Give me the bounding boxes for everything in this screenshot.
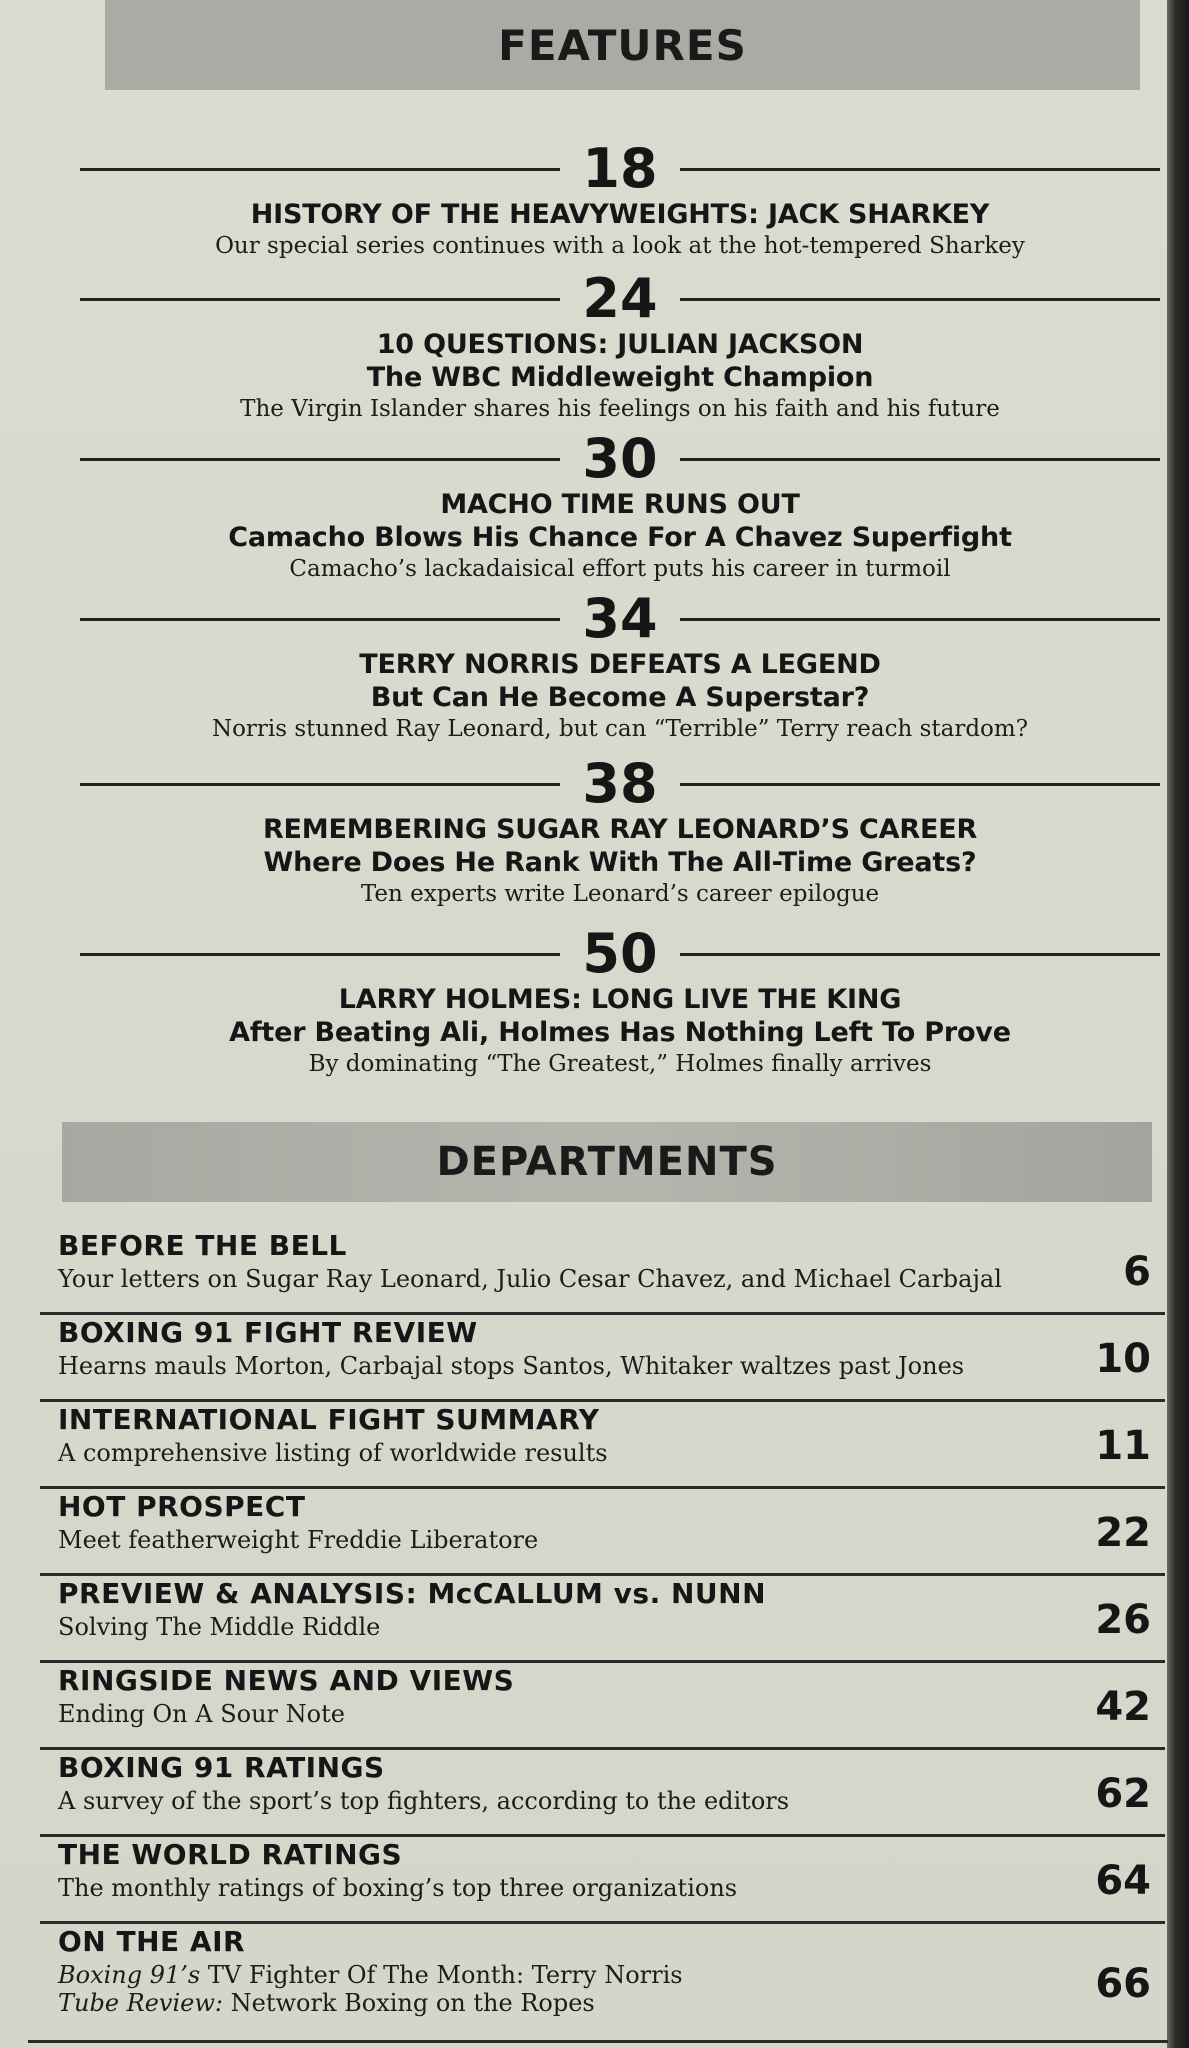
feature-subtitle: The WBC Middleweight Champion: [366, 362, 874, 393]
department-description: Meet featherweight Freddie Liberatore: [58, 1526, 539, 1554]
department-title: THE WORLD RATINGS: [58, 1838, 403, 1871]
feature-page-number: 38: [582, 752, 658, 815]
feature-description: Camacho’s lackadaisical effort puts his career in turmoil: [289, 556, 951, 582]
divider-line: [80, 168, 560, 171]
feature-page-number: 34: [582, 587, 658, 650]
department-description-line-2: [58, 1988, 595, 2018]
department-description: Hearns mauls Morton, Carbajal stops Santos, Whitaker waltzes past Jones: [58, 1352, 965, 1380]
bottom-divider-line: [28, 2040, 1168, 2043]
feature-description: Our special series continues with a look at the hot-tempered Sharkey: [215, 233, 1025, 259]
divider-line: [80, 953, 560, 956]
divider-line: [680, 298, 1160, 301]
department-item[interactable]: [40, 1315, 1165, 1402]
feature-subtitle: Camacho Blows His Chance For A Chavez Superfight: [228, 522, 1012, 553]
feature-item[interactable]: [80, 922, 1160, 1079]
feature-description: By dominating “The Greatest,” Holmes finally arrives: [308, 1051, 932, 1077]
feature-page-row: [80, 137, 1160, 200]
department-title: BEFORE THE BELL: [58, 1229, 347, 1262]
department-item[interactable]: [40, 1924, 1165, 2034]
feature-page-number: 24: [582, 267, 658, 330]
department-title: BOXING 91 RATINGS: [58, 1751, 385, 1784]
departments-heading: DEPARTMENTS: [62, 1122, 1152, 1202]
feature-page-number: 30: [582, 427, 658, 490]
divider-line: [680, 458, 1160, 461]
divider-line: [80, 298, 560, 301]
department-description: A survey of the sport’s top fighters, according to the editors: [58, 1787, 790, 1815]
department-description: Solving The Middle Riddle: [58, 1613, 381, 1641]
feature-title: MACHO TIME RUNS OUT: [440, 489, 800, 520]
feature-title: TERRY NORRIS DEFEATS A LEGEND: [359, 649, 881, 680]
divider-line: [680, 783, 1160, 786]
department-item[interactable]: [40, 1228, 1165, 1315]
feature-subtitle: Where Does He Rank With The All-Time Greats?: [263, 847, 977, 878]
feature-title: HISTORY OF THE HEAVYWEIGHTS: JACK SHARKEY: [250, 199, 990, 230]
department-page-number: 42: [1095, 1684, 1151, 1730]
department-title: RINGSIDE NEWS AND VIEWS: [58, 1664, 515, 1697]
department-description-line-1: [58, 1960, 683, 1990]
divider-line: [680, 953, 1160, 956]
divider-line: [680, 168, 1160, 171]
page-edge-shadow: [1167, 0, 1189, 2048]
feature-description: The Virgin Islander shares his feelings on his faith and his future: [240, 396, 1000, 422]
divider-line: [680, 618, 1160, 621]
department-page-number: 66: [1095, 1961, 1151, 2007]
feature-item[interactable]: [80, 427, 1160, 584]
feature-title: REMEMBERING SUGAR RAY LEONARD’S CAREER: [262, 814, 978, 845]
department-page-number: 6: [1123, 1249, 1151, 1295]
feature-page-row: [80, 922, 1160, 985]
feature-subtitle: But Can He Become A Superstar?: [370, 682, 870, 713]
feature-page-row: [80, 427, 1160, 490]
feature-page-number: 50: [582, 922, 658, 985]
department-title: PREVIEW & ANALYSIS: McCALLUM vs. NUNN: [58, 1577, 766, 1610]
feature-description: Norris stunned Ray Leonard, but can “Terrible” Terry reach stardom?: [211, 716, 1029, 742]
description-text: Network Boxing on the Ropes: [223, 1989, 595, 2017]
feature-description: Ten experts write Leonard’s career epilogue: [360, 881, 880, 907]
department-description: Your letters on Sugar Ray Leonard, Julio Cesar Chavez, and Michael Carbajal: [58, 1265, 1002, 1293]
department-item[interactable]: [40, 1837, 1165, 1924]
department-page-number: 22: [1095, 1510, 1151, 1556]
feature-item[interactable]: [80, 137, 1160, 261]
feature-item[interactable]: [80, 267, 1160, 424]
department-description: Ending On A Sour Note: [58, 1700, 345, 1728]
feature-page-row: [80, 752, 1160, 815]
department-item[interactable]: [40, 1750, 1165, 1837]
department-title: INTERNATIONAL FIGHT SUMMARY: [58, 1403, 600, 1436]
department-title: BOXING 91 FIGHT REVIEW: [58, 1316, 478, 1349]
feature-page-row: [80, 587, 1160, 650]
feature-page-row: [80, 267, 1160, 330]
feature-page-number: 18: [582, 137, 658, 200]
italic-publication-name: Boxing 91’s: [58, 1961, 201, 1989]
divider-line: [80, 458, 560, 461]
feature-item[interactable]: [80, 752, 1160, 909]
department-page-number: 62: [1095, 1771, 1151, 1817]
department-page-number: 10: [1095, 1336, 1151, 1382]
description-text: TV Fighter Of The Month: Terry Norris: [200, 1961, 683, 1989]
department-item[interactable]: [40, 1576, 1165, 1663]
feature-item[interactable]: [80, 587, 1160, 744]
department-page-number: 64: [1095, 1858, 1151, 1904]
department-description: The monthly ratings of boxing’s top three organizations: [58, 1874, 738, 1902]
features-heading: FEATURES: [105, 0, 1140, 90]
department-item[interactable]: [40, 1489, 1165, 1576]
department-item[interactable]: [40, 1402, 1165, 1489]
department-page-number: 11: [1095, 1423, 1151, 1469]
department-description: A comprehensive listing of worldwide results: [58, 1439, 608, 1467]
feature-title: 10 QUESTIONS: JULIAN JACKSON: [376, 329, 864, 360]
department-title: HOT PROSPECT: [58, 1490, 306, 1523]
divider-line: [80, 783, 560, 786]
divider-line: [80, 618, 560, 621]
italic-column-name: Tube Review:: [58, 1989, 223, 2017]
department-page-number: 26: [1095, 1597, 1151, 1643]
department-title: ON THE AIR: [58, 1925, 246, 1958]
department-item[interactable]: [40, 1663, 1165, 1750]
feature-subtitle: After Beating Ali, Holmes Has Nothing Left To Prove: [229, 1017, 1011, 1048]
feature-title: LARRY HOLMES: LONG LIVE THE KING: [338, 984, 902, 1015]
